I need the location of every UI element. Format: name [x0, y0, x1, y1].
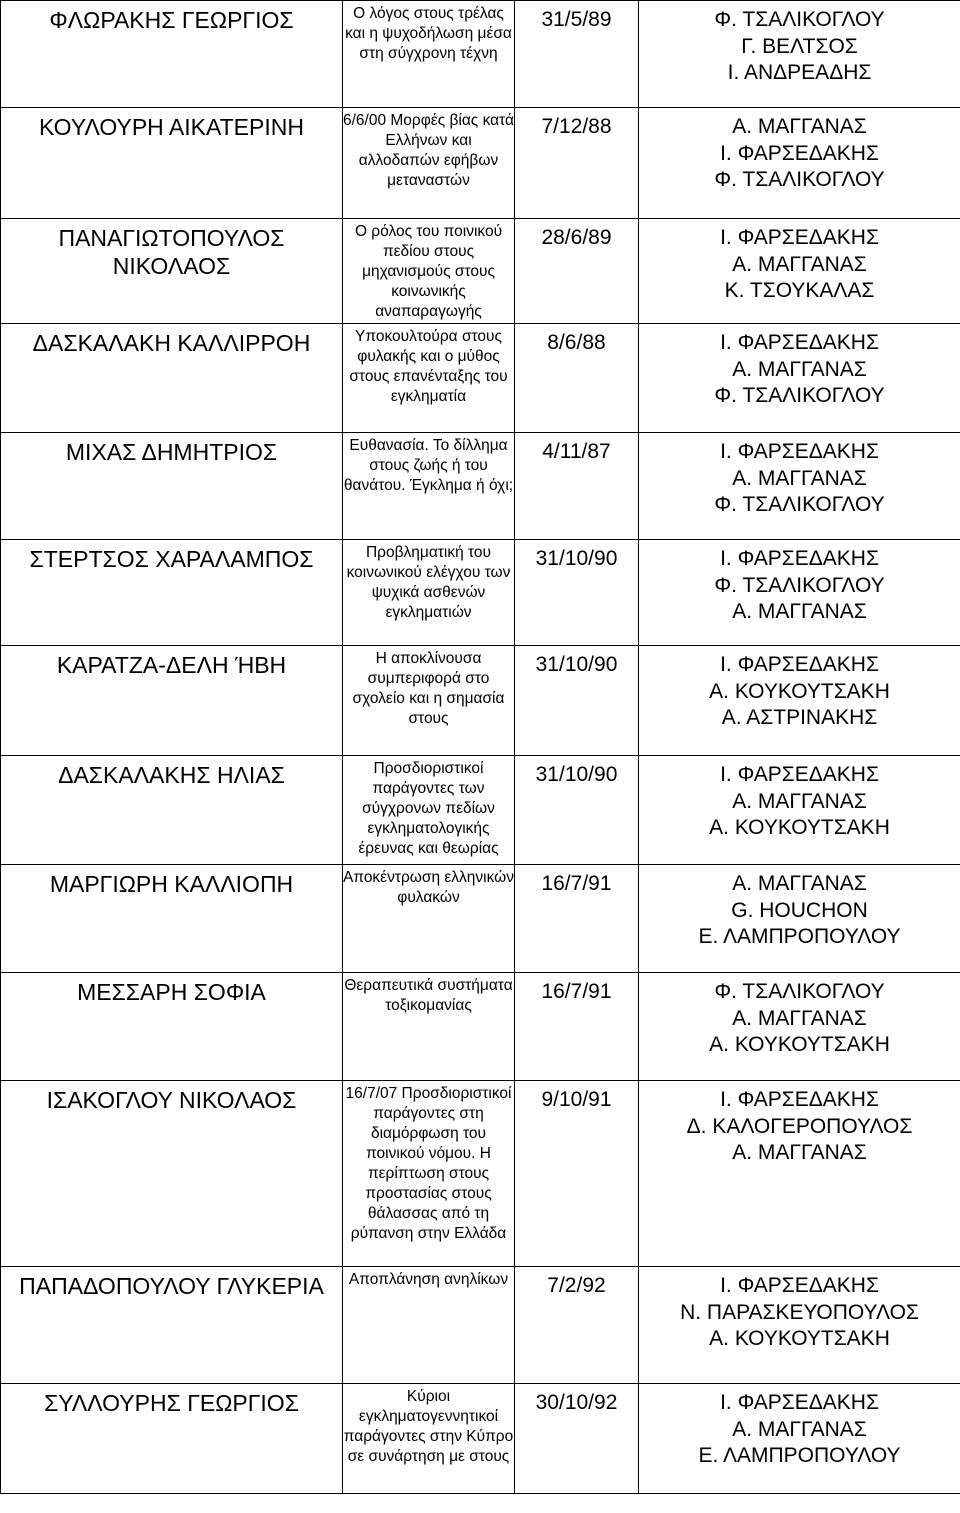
thesis-title: 6/6/00 Μορφές βίας κατά Ελλήνων και αλλοδαπών εφήβων μεταναστών [343, 108, 515, 219]
examiners-list [639, 1267, 960, 1384]
thesis-date: 4/11/87 [515, 433, 639, 540]
examiner-name: Ι. ΦΑΡΣΕΔΑΚΗΣ [720, 1391, 879, 1414]
examiner-name: Α. ΑΣΤΡΙΝΑΚΗΣ [721, 706, 878, 729]
table-row [1, 108, 960, 219]
thesis-title: Η αποκλίνουσα συμπεριφορά στο σχολείο και η σημασία στους [343, 646, 515, 756]
examiner-name: Α. ΚΟΥΚΟΥΤΣΑΚΗ [709, 1033, 890, 1056]
examiner-name: Α. ΚΟΥΚΟΥΤΣΑΚΗ [709, 1327, 890, 1350]
student-name: ΜΙΧΑΣ ΔΗΜΗΤΡΙΟΣ [1, 433, 343, 540]
examiner-name: Κ. ΤΣΟΥΚΑΛΑΣ [724, 279, 875, 302]
student-name: ΜΕΣΣΑΡΗ ΣΟΦΙΑ [1, 973, 343, 1081]
thesis-title: Προβληματική του κοινωνικού ελέγχου των ψυχικά ασθενών εγκληματιών [343, 540, 515, 646]
thesis-title: Θεραπευτικά συστήματα τοξικομανίας [343, 973, 515, 1081]
examiner-name: Ε. ΛΑΜΠΡΟΠΟΥΛΟΥ [698, 1444, 901, 1467]
examiner-name: Α. ΚΟΥΚΟΥΤΣΑΚΗ [709, 816, 890, 839]
examiner-name: Ι. ΑΝΔΡΕΑΔΗΣ [727, 61, 872, 84]
examiner-name: Α. ΜΑΓΓΑΝΑΣ [732, 1141, 867, 1164]
examiner-name: Δ. ΚΑΛΟΓΕΡΟΠΟΥΛΟΣ [686, 1114, 913, 1138]
examiner-name: Φ. ΤΣΑΛΙΚΟΓΛΟΥ [714, 168, 885, 191]
examiners-list [639, 324, 960, 433]
table-row [1, 219, 960, 324]
examiner-name: Α. ΜΑΓΓΑΝΑΣ [732, 789, 867, 813]
thesis-title: Προσδιοριστικοί παράγοντες των σύγχρονων πεδίων εγκληματολογικής έρευνας και θεωρίας [343, 756, 515, 865]
thesis-date: 31/10/90 [515, 540, 639, 646]
examiner-name: Γ. ΒΕΛΤΣΟΣ [741, 34, 858, 58]
examiner-name: Α. ΜΑΓΓΑΝΑΣ [732, 1006, 867, 1030]
thesis-title: Αποπλάνηση ανηλίκων [343, 1267, 515, 1384]
thesis-date: 31/5/89 [515, 1, 639, 108]
examiners-list [639, 433, 960, 540]
examiner-name: Α. ΜΑΓΓΑΝΑΣ [732, 600, 867, 623]
student-name: ΜΑΡΓΙΩΡΗ ΚΑΛΛΙΟΠΗ [1, 865, 343, 973]
thesis-date: 9/10/91 [515, 1081, 639, 1267]
examiner-name: Ι. ΦΑΡΣΕΔΑΚΗΣ [720, 440, 879, 463]
student-name: ΙΣΑΚΟΓΛΟΥ ΝΙΚΟΛΑΟΣ [1, 1081, 343, 1267]
student-name: ΔΑΣΚΑΛΑΚΗΣ ΗΛΙΑΣ [1, 756, 343, 865]
student-name: ΚΟΥΛΟΥΡΗ ΑΙΚΑΤΕΡΙΝΗ [1, 108, 343, 219]
thesis-title: Αποκέντρωση ελληνικών φυλακών [343, 865, 515, 973]
examiner-name: Ι. ΦΑΡΣΕΔΑΚΗΣ [720, 331, 879, 354]
thesis-title: Ο λόγος στους τρέλας και η ψυχοδήλωση μέσα στη σύγχρονη τέχνη [343, 1, 515, 108]
examiner-name: Α. ΜΑΓΓΑΝΑΣ [732, 1417, 867, 1441]
thesis-title: 16/7/07 Προσδιοριστικοί παράγοντες στη διαμόρφωση του ποινικού νόμου. Η περίπτωση στους προστασίας στους θάλασσας από τη ρύπανση στην Ελλάδα [343, 1081, 515, 1267]
examiner-name: Α. ΚΟΥΚΟΥΤΣΑΚΗ [709, 679, 890, 703]
thesis-title: Ευθανασία. Το δίλλημα στους ζωής ή του θανάτου. Έγκλημα ή όχι; [343, 433, 515, 540]
table-row [1, 973, 960, 1081]
table-row [1, 646, 960, 756]
table-row [1, 324, 960, 433]
student-name: ΣΤΕΡΤΣΟΣ ΧΑΡΑΛΑΜΠΟΣ [1, 540, 343, 646]
table-row [1, 540, 960, 646]
examiners-list [639, 756, 960, 865]
thesis-date: 16/7/91 [515, 865, 639, 973]
examiners-list [639, 865, 960, 973]
student-name: ΔΑΣΚΑΛΑΚΗ ΚΑΛΛΙΡΡΟΗ [1, 324, 343, 433]
table-row [1, 756, 960, 865]
examiner-name: Α. ΜΑΓΓΑΝΑΣ [732, 357, 867, 381]
examiner-name: G. HOUCHON [731, 898, 868, 922]
student-name: ΠΑΝΑΓΙΩΤΟΠΟΥΛΟΣ ΝΙΚΟΛΑΟΣ [1, 219, 343, 324]
table-row [1, 433, 960, 540]
examiner-name: Ι. ΦΑΡΣΕΔΑΚΗΣ [720, 653, 879, 676]
examiners-list [639, 219, 960, 324]
thesis-date: 28/6/89 [515, 219, 639, 324]
examiner-name: Ι. ΦΑΡΣΕΔΑΚΗΣ [720, 226, 879, 249]
student-name: ΠΑΠΑΔΟΠΟΥΛΟΥ ΓΛΥΚΕΡΙΑ [1, 1267, 343, 1384]
examiners-list [639, 1384, 960, 1494]
examiner-name: Ε. ΛΑΜΠΡΟΠΟΥΛΟΥ [698, 925, 901, 948]
table-row [1, 865, 960, 973]
thesis-date: 31/10/90 [515, 646, 639, 756]
examiner-name: Α. ΜΑΓΓΑΝΑΣ [732, 252, 867, 276]
thesis-date: 8/6/88 [515, 324, 639, 433]
examiner-name: Ι. ΦΑΡΣΕΔΑΚΗΣ [720, 141, 879, 165]
thesis-title: Κύριοι εγκληματογεννητικοί παράγοντες στην Κύπρο σε συνάρτηση με στους [343, 1384, 515, 1494]
examiner-name: Φ. ΤΣΑΛΙΚΟΓΛΟΥ [714, 8, 885, 31]
thesis-date: 7/12/88 [515, 108, 639, 219]
examiner-name: Φ. ΤΣΑΛΙΚΟΓΛΟΥ [714, 384, 885, 407]
examiners-list [639, 646, 960, 756]
examiner-name: Ι. ΦΑΡΣΕΔΑΚΗΣ [720, 1088, 879, 1111]
student-name: ΚΑΡΑΤΖΑ-ΔΕΛΗ ΉΒΗ [1, 646, 343, 756]
thesis-title: Ο ρόλος του ποινικού πεδίου στους μηχανισμούς στους κοινωνικής αναπαραγωγής [343, 219, 515, 324]
examiners-list [639, 1081, 960, 1267]
table-row [1, 1, 960, 108]
thesis-date: 31/10/90 [515, 756, 639, 865]
examiner-name: Ν. ΠΑΡΑΣΚΕΥΟΠΟΥΛΟΣ [680, 1300, 919, 1324]
examiner-name: Φ. ΤΣΑΛΙΚΟΓΛΟΥ [714, 493, 885, 516]
examiner-name: Ι. ΦΑΡΣΕΔΑΚΗΣ [720, 763, 879, 786]
examiner-name: Ι. ΦΑΡΣΕΔΑΚΗΣ [720, 1274, 879, 1297]
examiner-name: Φ. ΤΣΑΛΙΚΟΓΛΟΥ [714, 573, 885, 597]
student-name: ΣΥΛΛΟΥΡΗΣ ΓΕΩΡΓΙΟΣ [1, 1384, 343, 1494]
table-row [1, 1267, 960, 1384]
examiners-list [639, 540, 960, 646]
thesis-date: 30/10/92 [515, 1384, 639, 1494]
examiner-name: Α. ΜΑΓΓΑΝΑΣ [732, 466, 867, 490]
table-row [1, 1384, 960, 1494]
table-row [1, 1081, 960, 1267]
thesis-date: 16/7/91 [515, 973, 639, 1081]
examiners-list [639, 108, 960, 219]
examiner-name: Ι. ΦΑΡΣΕΔΑΚΗΣ [720, 547, 879, 570]
examiner-name: Φ. ΤΣΑΛΙΚΟΓΛΟΥ [714, 980, 885, 1003]
examiner-name: Α. ΜΑΓΓΑΝΑΣ [732, 115, 867, 138]
student-name: ΦΛΩΡΑΚΗΣ ΓΕΩΡΓΙΟΣ [1, 1, 343, 108]
examiners-list [639, 973, 960, 1081]
examiner-name: Α. ΜΑΓΓΑΝΑΣ [732, 872, 867, 895]
thesis-date: 7/2/92 [515, 1267, 639, 1384]
thesis-title: Υποκουλτούρα στους φυλακής και ο μύθος στους επανένταξης του εγκληματία [343, 324, 515, 433]
examiners-list [639, 1, 960, 108]
